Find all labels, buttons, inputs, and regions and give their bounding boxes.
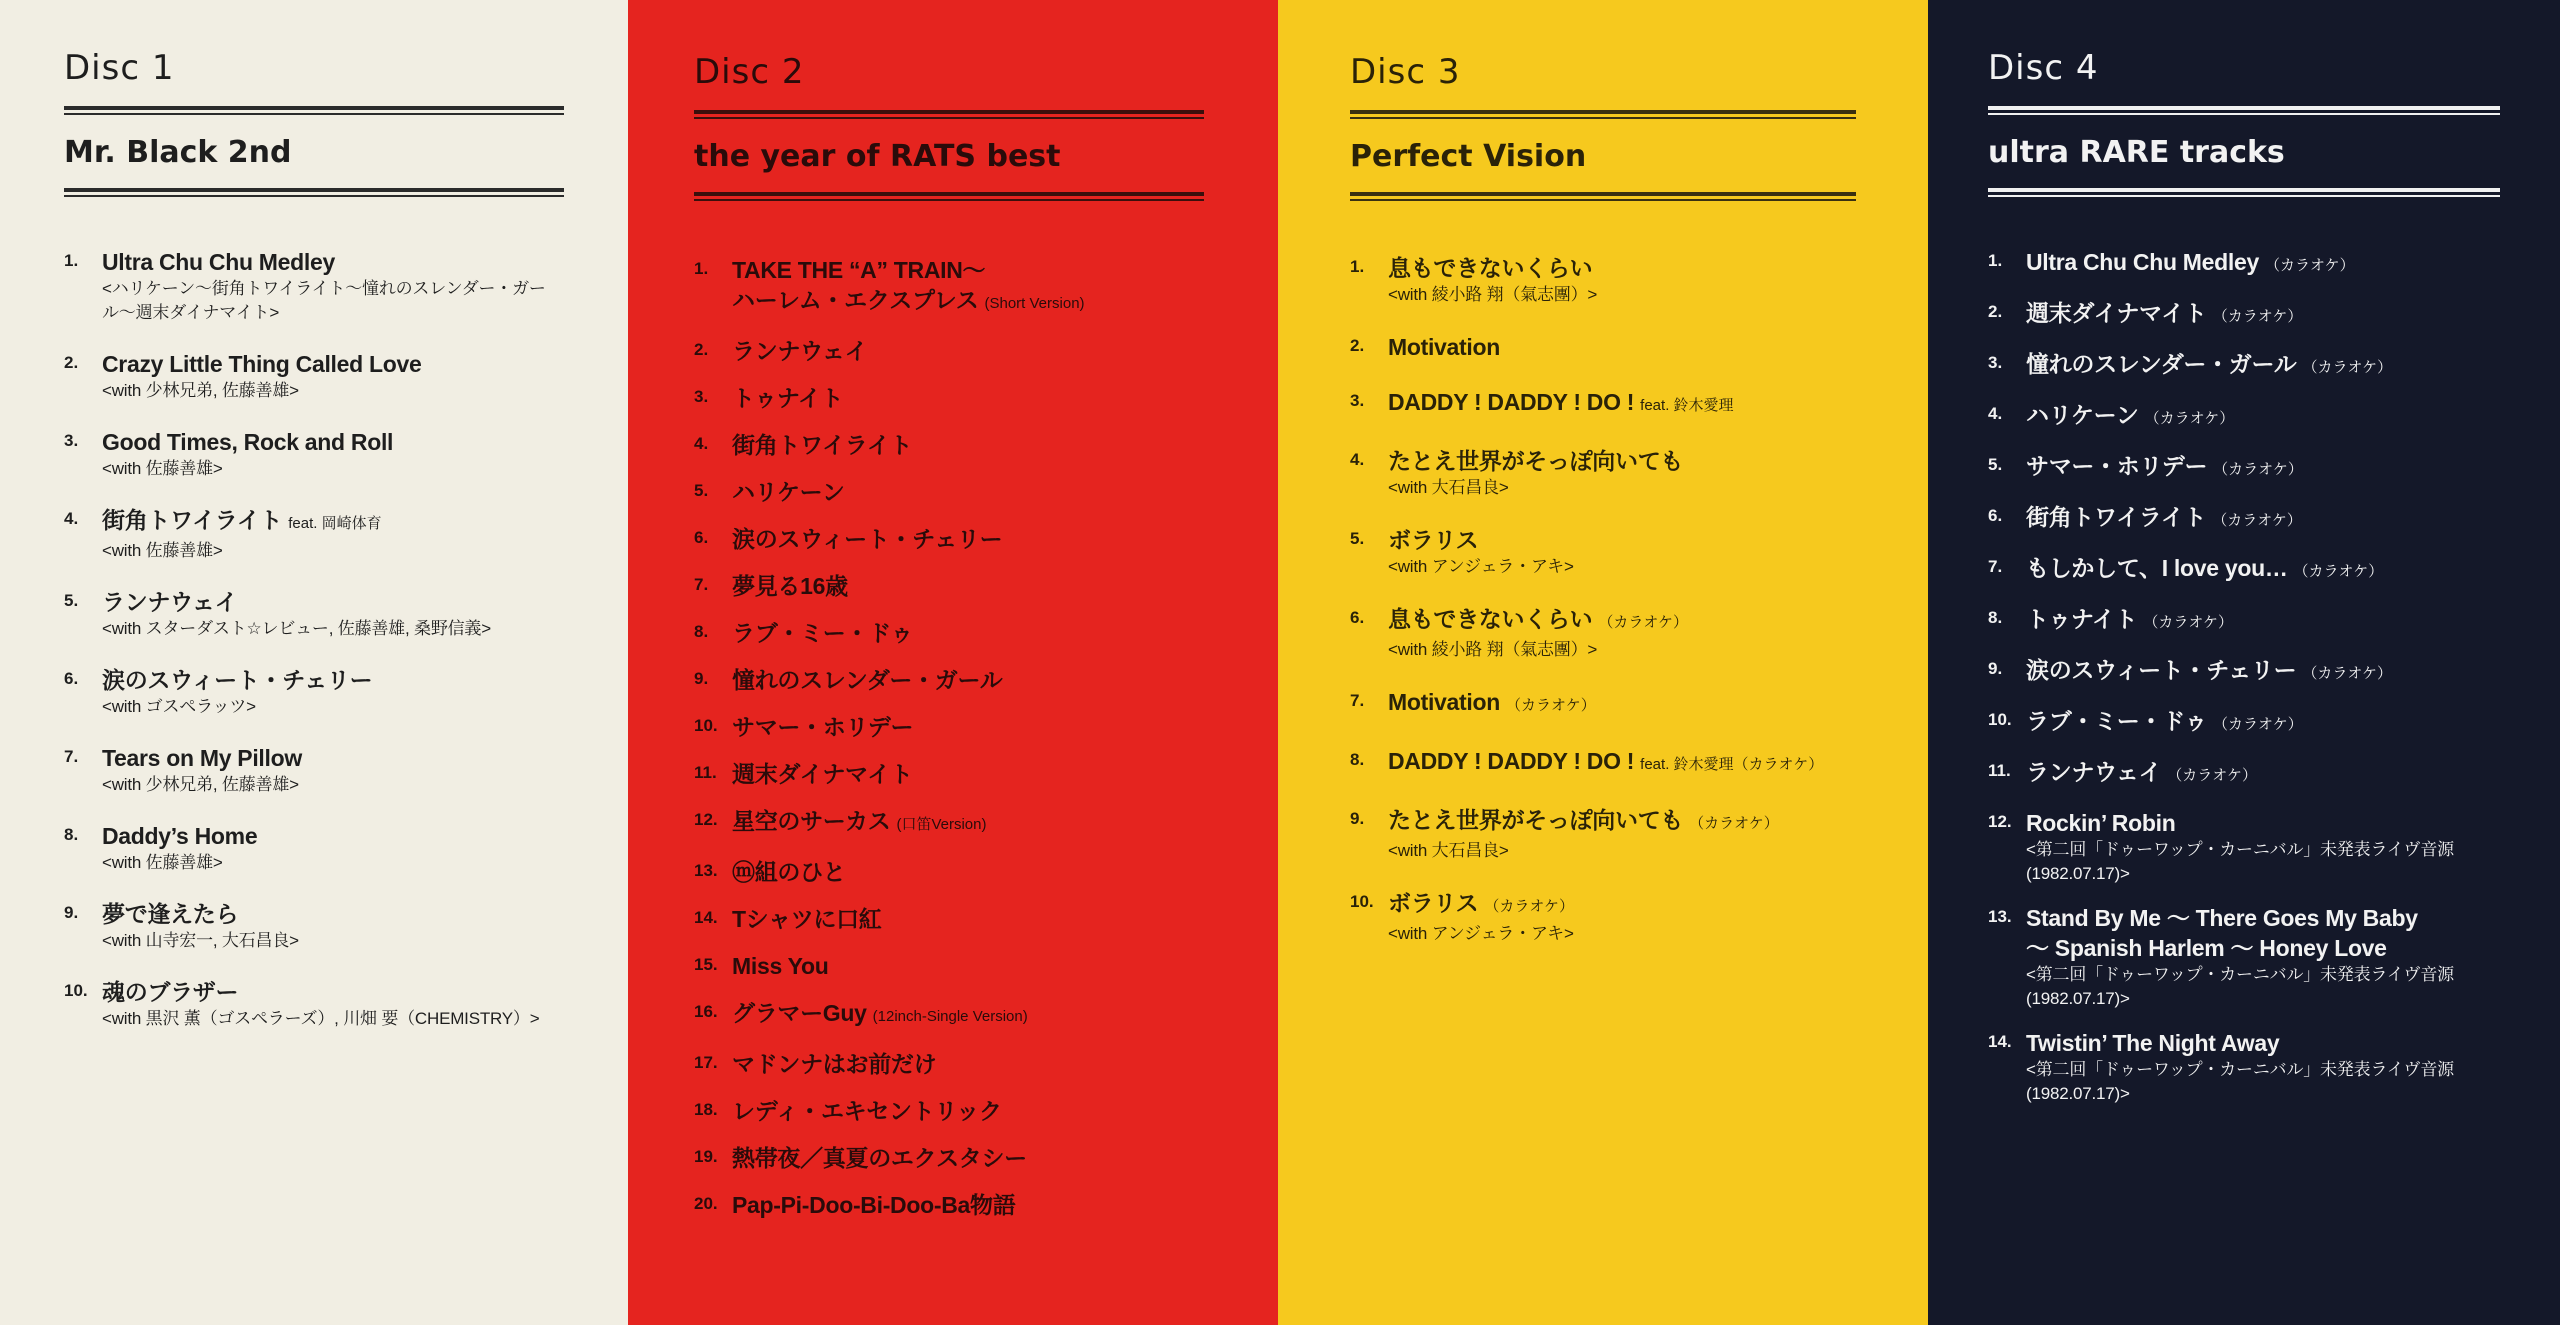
track-number: 10. — [64, 981, 88, 1000]
track-number: 8. — [64, 825, 79, 844]
track-item — [694, 857, 1204, 887]
disc-panel-1 — [0, 0, 628, 1325]
track-number: 12. — [1988, 812, 2012, 831]
track-title: 週末ダイナマイト — [2026, 300, 2207, 326]
track-number: 9. — [64, 903, 79, 922]
disc-label: Disc 2 — [694, 52, 805, 92]
track-title: Stand By Me 〜 There Goes My Baby — [2026, 905, 2418, 931]
track-note: （カラオケ） — [1484, 898, 1575, 915]
track-number: 17. — [694, 1053, 718, 1072]
track-item — [1988, 451, 2500, 485]
track-number: 10. — [1988, 710, 2012, 729]
track-title: 涙のスウィート・チェリー — [732, 526, 1003, 552]
track-item — [1988, 553, 2500, 587]
track-number: 6. — [1988, 506, 2003, 525]
track-item — [694, 904, 1204, 934]
track-number: 20. — [694, 1194, 718, 1213]
track-title: Rockin’ Robin — [2026, 810, 2176, 836]
track-number: 4. — [64, 509, 79, 528]
track-number: 11. — [694, 763, 717, 782]
track-item — [694, 1190, 1204, 1220]
track-note: （カラオケ） — [2143, 614, 2234, 631]
track-title: 憧れのスレンダー・ガール — [2026, 351, 2297, 377]
track-title: TAKE THE “A” TRAIN〜 — [732, 257, 986, 283]
disc-label: Disc 3 — [1350, 52, 1461, 92]
track-number: 9. — [1350, 809, 1365, 828]
track-title: ハリケーン — [2026, 402, 2139, 428]
track-note: （カラオケ） — [2212, 308, 2303, 325]
track-title: 涙のスウィート・チェリー — [2026, 657, 2297, 683]
track-item — [1988, 247, 2500, 281]
track-number: 1. — [64, 251, 79, 270]
track-number: 9. — [694, 669, 709, 688]
track-number: 5. — [1350, 529, 1365, 548]
track-number: 8. — [694, 622, 709, 641]
track-item — [694, 665, 1204, 695]
track-note: （カラオケ） — [1689, 815, 1779, 832]
track-number: 14. — [1988, 1032, 2012, 1051]
track-item — [694, 1096, 1204, 1126]
track-number: 3. — [64, 431, 79, 450]
track-number: 6. — [694, 528, 709, 547]
track-item — [1350, 805, 1856, 863]
track-item — [64, 743, 564, 797]
track-note: (口笛Version) — [896, 816, 987, 833]
divider — [1988, 188, 2500, 192]
track-title: 夢見る16歳 — [732, 573, 848, 599]
track-item — [694, 430, 1204, 460]
disc-panel-3 — [1278, 0, 1928, 1325]
track-credit: <with 少林兄弟, 佐藤善雄> — [102, 381, 299, 400]
track-number: 4. — [1350, 450, 1365, 469]
divider — [1350, 199, 1856, 201]
track-title: ラブ・ミー・ドゥ — [732, 620, 914, 646]
track-title: 星空のサーカス — [732, 808, 891, 834]
track-note: (12inch-Single Version) — [872, 1008, 1028, 1025]
track-credit: <with 大石昌良> — [1388, 841, 1509, 860]
track-title: 街角トワイライト — [102, 507, 283, 533]
disc-title: Mr. Black 2nd — [64, 135, 292, 170]
track-number: 9. — [1988, 659, 2003, 678]
track-title: ⓜ組のひと — [732, 859, 846, 885]
disc-title: ultra RARE tracks — [1988, 135, 2285, 170]
track-number: 11. — [1988, 761, 2011, 780]
track-note: feat. 岡崎体育 — [288, 515, 382, 532]
track-credit: <with 黒沢 薫（ゴスペラーズ）, 川畑 要（CHEMISTRY）> — [102, 1009, 540, 1028]
track-number: 5. — [64, 591, 79, 610]
track-number: 5. — [694, 481, 709, 500]
track-credit: <第二回「ドゥーワップ・カーニバル」未発表ライヴ音源(1982.07.17)> — [2026, 1060, 2454, 1103]
track-item — [694, 524, 1204, 554]
track-note: feat. 鈴木愛理 — [1640, 397, 1734, 414]
track-note: （カラオケ） — [2213, 716, 2303, 733]
track-title: Miss You — [732, 953, 829, 979]
track-title: ボラリス — [1388, 527, 1479, 553]
disc-panel-4 — [1928, 0, 2560, 1325]
track-title: 街角トワイライト — [2026, 504, 2207, 530]
track-item — [694, 336, 1204, 366]
track-item — [1988, 706, 2500, 740]
track-credit: <第二回「ドゥーワップ・カーニバル」未発表ライヴ音源(1982.07.17)> — [2026, 965, 2454, 1008]
track-title: トゥナイト — [2026, 606, 2138, 632]
track-title: 魂のブラザー — [102, 979, 239, 1005]
disc-title: the year of RATS best — [694, 139, 1061, 174]
track-item — [64, 349, 564, 403]
track-title: Tシャツに口紅 — [732, 906, 882, 932]
track-title: サマー・ホリデー — [732, 714, 914, 740]
track-item — [64, 505, 564, 563]
track-title: ハリケーン — [732, 479, 845, 505]
track-title: 週末ダイナマイト — [732, 761, 913, 787]
track-item — [64, 247, 564, 325]
track-number: 19. — [694, 1147, 718, 1166]
track-number: 1. — [694, 259, 709, 278]
track-title: DADDY ! DADDY ! DO ! — [1388, 389, 1635, 415]
track-item — [1350, 387, 1856, 421]
track-credit: <with アンジェラ・アキ> — [1388, 924, 1574, 943]
track-credit: <with 綾小路 翔（氣志團）> — [1388, 285, 1598, 304]
track-title: たとえ世界がそっぽ向いても — [1388, 807, 1684, 833]
track-title-line2: 〜 Spanish Harlem 〜 Honey Love — [2026, 935, 2387, 961]
track-item — [1350, 525, 1856, 579]
disc-panel-2 — [628, 0, 1278, 1325]
track-number: 8. — [1350, 750, 1365, 769]
track-title: たとえ世界がそっぽ向いても — [1388, 448, 1684, 474]
track-title: ランナウェイ — [732, 338, 868, 364]
track-number: 16. — [694, 1002, 718, 1021]
track-number: 6. — [64, 669, 79, 688]
track-item — [1988, 757, 2500, 791]
track-item — [1988, 349, 2500, 383]
track-item — [694, 806, 1204, 840]
track-title: マドンナはお前だけ — [732, 1051, 937, 1077]
track-title: Ultra Chu Chu Medley — [102, 249, 335, 275]
track-item — [1988, 808, 2500, 886]
track-title: 息もできないくらい — [1388, 606, 1593, 632]
track-credit: <with 佐藤善雄> — [102, 459, 223, 478]
track-note: （カラオケ） — [2144, 410, 2235, 427]
track-number: 2. — [1988, 302, 2003, 321]
track-list — [1988, 247, 2500, 1106]
track-number: 3. — [1988, 353, 2003, 372]
track-title: Good Times, Rock and Roll — [102, 429, 394, 455]
track-number: 3. — [694, 387, 709, 406]
track-title: Pap-Pi-Doo-Bi-Doo-Ba物語 — [732, 1192, 1016, 1218]
track-number: 10. — [1350, 892, 1374, 911]
track-number: 7. — [1988, 557, 2003, 576]
track-item — [1988, 604, 2500, 638]
track-list — [694, 255, 1204, 1220]
track-item — [1350, 604, 1856, 662]
track-title: ランナウェイ — [102, 589, 238, 615]
track-title: 涙のスウィート・チェリー — [102, 667, 373, 693]
divider — [694, 192, 1204, 196]
track-credit: <with 佐藤善雄> — [102, 853, 223, 872]
divider — [64, 188, 564, 192]
track-title: ボラリス — [1388, 890, 1479, 916]
track-credit: <with 山寺宏一, 大石昌良> — [102, 931, 299, 950]
track-item — [1350, 446, 1856, 500]
track-title: Crazy Little Thing Called Love — [102, 351, 422, 377]
track-title: グラマーGuy — [732, 1000, 867, 1026]
track-item — [694, 759, 1204, 789]
track-note: （カラオケ） — [2264, 257, 2355, 274]
track-title: Motivation — [1388, 689, 1500, 715]
track-title: 街角トワイライト — [732, 432, 913, 458]
track-item — [694, 1049, 1204, 1079]
track-number: 7. — [64, 747, 79, 766]
track-item — [64, 977, 564, 1031]
track-item — [1350, 332, 1856, 362]
track-title: Ultra Chu Chu Medley — [2026, 249, 2259, 275]
disc-label: Disc 1 — [64, 48, 175, 88]
track-item — [694, 383, 1204, 413]
track-number: 4. — [1988, 404, 2003, 423]
track-credit: <with 佐藤善雄> — [102, 541, 223, 560]
divider — [694, 199, 1204, 201]
track-note: （カラオケ） — [1506, 697, 1596, 714]
divider — [1988, 106, 2500, 110]
track-credit: <第二回「ドゥーワップ・カーニバル」未発表ライヴ音源(1982.07.17)> — [2026, 840, 2454, 883]
track-note: （カラオケ） — [1598, 614, 1689, 631]
track-note: （カラオケ） — [2167, 767, 2257, 784]
track-number: 10. — [694, 716, 718, 735]
track-item — [694, 951, 1204, 981]
track-item — [1988, 298, 2500, 332]
divider — [1350, 110, 1856, 114]
track-title: Tears on My Pillow — [102, 745, 302, 771]
track-item — [64, 427, 564, 481]
track-title: Twistin’ The Night Away — [2026, 1030, 2280, 1056]
track-item — [694, 712, 1204, 742]
track-title: 憧れのスレンダー・ガール — [732, 667, 1003, 693]
track-number: 1. — [1350, 257, 1365, 276]
track-number: 8. — [1988, 608, 2003, 627]
track-credit: <with 大石昌良> — [1388, 478, 1509, 497]
track-credit: <with 綾小路 翔（氣志團）> — [1388, 640, 1598, 659]
track-number: 1. — [1988, 251, 2003, 270]
track-number: 14. — [694, 908, 718, 927]
track-item — [694, 618, 1204, 648]
track-note: feat. 鈴木愛理（カラオケ） — [1640, 756, 1824, 773]
track-item — [64, 587, 564, 641]
track-number: 18. — [694, 1100, 718, 1119]
divider — [64, 113, 564, 115]
track-item — [694, 1143, 1204, 1173]
track-title-line2: ハーレム・エクスプレス — [732, 287, 979, 313]
track-title: DADDY ! DADDY ! DO ! — [1388, 748, 1635, 774]
track-number: 2. — [694, 340, 709, 359]
track-item — [64, 821, 564, 875]
track-item — [1988, 1028, 2500, 1106]
divider — [694, 110, 1204, 114]
track-item — [64, 665, 564, 719]
disc-title: Perfect Vision — [1350, 139, 1587, 174]
track-note: （カラオケ） — [2213, 461, 2303, 478]
track-item — [694, 998, 1204, 1032]
track-item — [1350, 253, 1856, 307]
track-note: （カラオケ） — [2212, 512, 2302, 529]
divider — [694, 117, 1204, 119]
track-number: 12. — [694, 810, 718, 829]
track-item — [1350, 888, 1856, 946]
track-number: 5. — [1988, 455, 2003, 474]
track-number: 7. — [1350, 691, 1365, 710]
track-title: サマー・ホリデー — [2026, 453, 2208, 479]
divider — [1988, 113, 2500, 115]
track-list — [1350, 253, 1856, 946]
track-list — [64, 247, 564, 1031]
track-item — [64, 899, 564, 953]
track-title: レディ・エキセントリック — [732, 1098, 1002, 1124]
track-title: トゥナイト — [732, 385, 844, 411]
track-item — [1988, 655, 2500, 689]
track-item — [1350, 687, 1856, 721]
track-number: 6. — [1350, 608, 1365, 627]
disc-label: Disc 4 — [1988, 48, 2099, 88]
track-number: 13. — [694, 861, 718, 880]
track-credit: <ハリケーン〜街角トワイライト〜憧れのスレンダー・ガール〜週末ダイナマイト> — [102, 279, 546, 322]
track-item — [1988, 502, 2500, 536]
track-number: 15. — [694, 955, 718, 974]
track-credit: <with アンジェラ・アキ> — [1388, 557, 1574, 576]
track-credit: <with スターダスト☆レビュー, 佐藤善雄, 桑野信義> — [102, 619, 491, 638]
track-item — [1988, 400, 2500, 434]
track-title: Daddy’s Home — [102, 823, 258, 849]
track-item — [1350, 746, 1856, 780]
divider — [1350, 192, 1856, 196]
track-title: 夢で逢えたら — [102, 901, 239, 927]
track-title: ラブ・ミー・ドゥ — [2026, 708, 2208, 734]
track-note: (Short Version) — [984, 295, 1085, 312]
track-item — [694, 571, 1204, 601]
track-note: （カラオケ） — [2293, 563, 2384, 580]
track-item — [694, 255, 1204, 319]
divider — [64, 195, 564, 197]
track-note: （カラオケ） — [2302, 359, 2393, 376]
track-number: 2. — [1350, 336, 1365, 355]
divider — [1350, 117, 1856, 119]
divider — [64, 106, 564, 110]
track-title: 息もできないくらい — [1388, 255, 1593, 281]
track-number: 2. — [64, 353, 79, 372]
divider — [1988, 195, 2500, 197]
track-number: 7. — [694, 575, 709, 594]
track-item — [694, 477, 1204, 507]
track-title: もしかして、I love you… — [2026, 555, 2288, 581]
track-credit: <with 少林兄弟, 佐藤善雄> — [102, 775, 299, 794]
track-number: 4. — [694, 434, 709, 453]
track-number: 3. — [1350, 391, 1365, 410]
track-title: Motivation — [1388, 334, 1500, 360]
track-credit: <with ゴスペラッツ> — [102, 697, 256, 716]
track-number: 13. — [1988, 907, 2012, 926]
track-item — [1988, 903, 2500, 1011]
track-title: 熱帯夜／真夏のエクスタシー — [732, 1145, 1027, 1171]
track-note: （カラオケ） — [2302, 665, 2393, 682]
track-title: ランナウェイ — [2026, 759, 2162, 785]
